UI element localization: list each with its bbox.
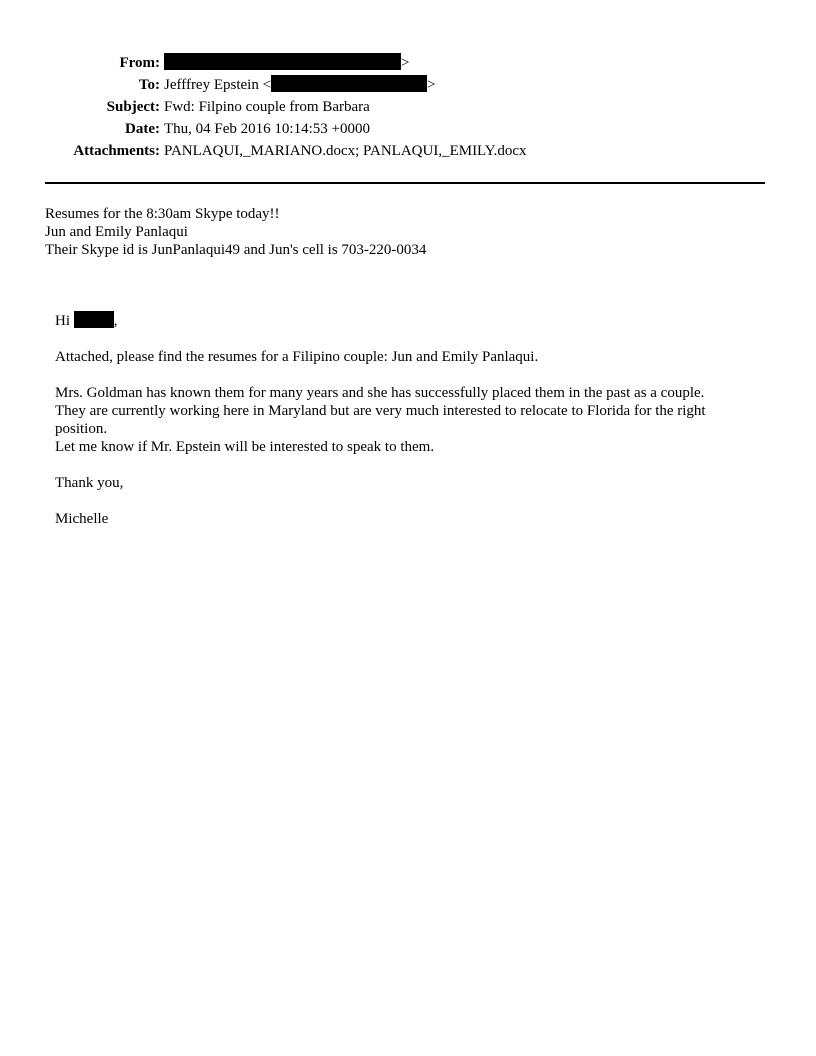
attachments-label: Attachments: [73,143,160,159]
to-value [164,74,436,96]
forward-note-line: Their Skype id is JunPanlaqui49 and Jun's cell is 703-220-0034 [45,242,427,258]
redaction-box [271,75,427,92]
header-divider [45,182,765,184]
to-row [0,74,816,96]
date-value: Thu, 04 Feb 2016 10:14:53 +0000 [164,121,370,137]
message-line: Mrs. Goldman has known them for many years and she has successfully placed them in the past as a couple. [55,385,705,401]
greeting-suffix: , [113,313,118,329]
to-label: To: [138,77,160,93]
message-line: position. [55,421,108,437]
message-body [55,311,775,528]
message-line: Let me know if Mr. Epstein will be interested to speak to them. [55,439,435,455]
forward-note-line: Jun and Emily Panlaqui [45,224,188,240]
subject-row [0,96,816,118]
closing: Thank you, [55,475,124,491]
redaction-box [164,53,401,70]
message-paragraph: Attached, please find the resumes for a Filipino couple: Jun and Emily Panlaqui. [55,349,539,365]
attachments-row [0,140,816,162]
message-paragraph [55,384,775,456]
from-label: From: [119,55,160,71]
to-name: Jefffrey Epstein < [164,77,272,93]
from-row [0,52,816,74]
greeting-prefix: Hi [55,313,74,329]
from-value [164,52,409,74]
greeting [55,311,775,330]
signature: Michelle [55,511,109,527]
subject-value: Fwd: Filpino couple from Barbara [164,99,370,115]
date-label: Date: [125,121,160,137]
forward-note [45,205,426,259]
attachments-value: PANLAQUI,_MARIANO.docx; PANLAQUI,_EMILY.docx [164,143,527,159]
email-header [0,52,816,162]
to-suffix: > [427,77,436,93]
subject-label: Subject: [106,99,160,115]
message-line: They are currently working here in Maryland but are very much interested to relocate to Florida for the right [55,403,706,419]
redaction-box [74,311,114,328]
forward-note-line: Resumes for the 8:30am Skype today!! [45,206,280,222]
date-row [0,118,816,140]
from-suffix: > [401,55,410,71]
